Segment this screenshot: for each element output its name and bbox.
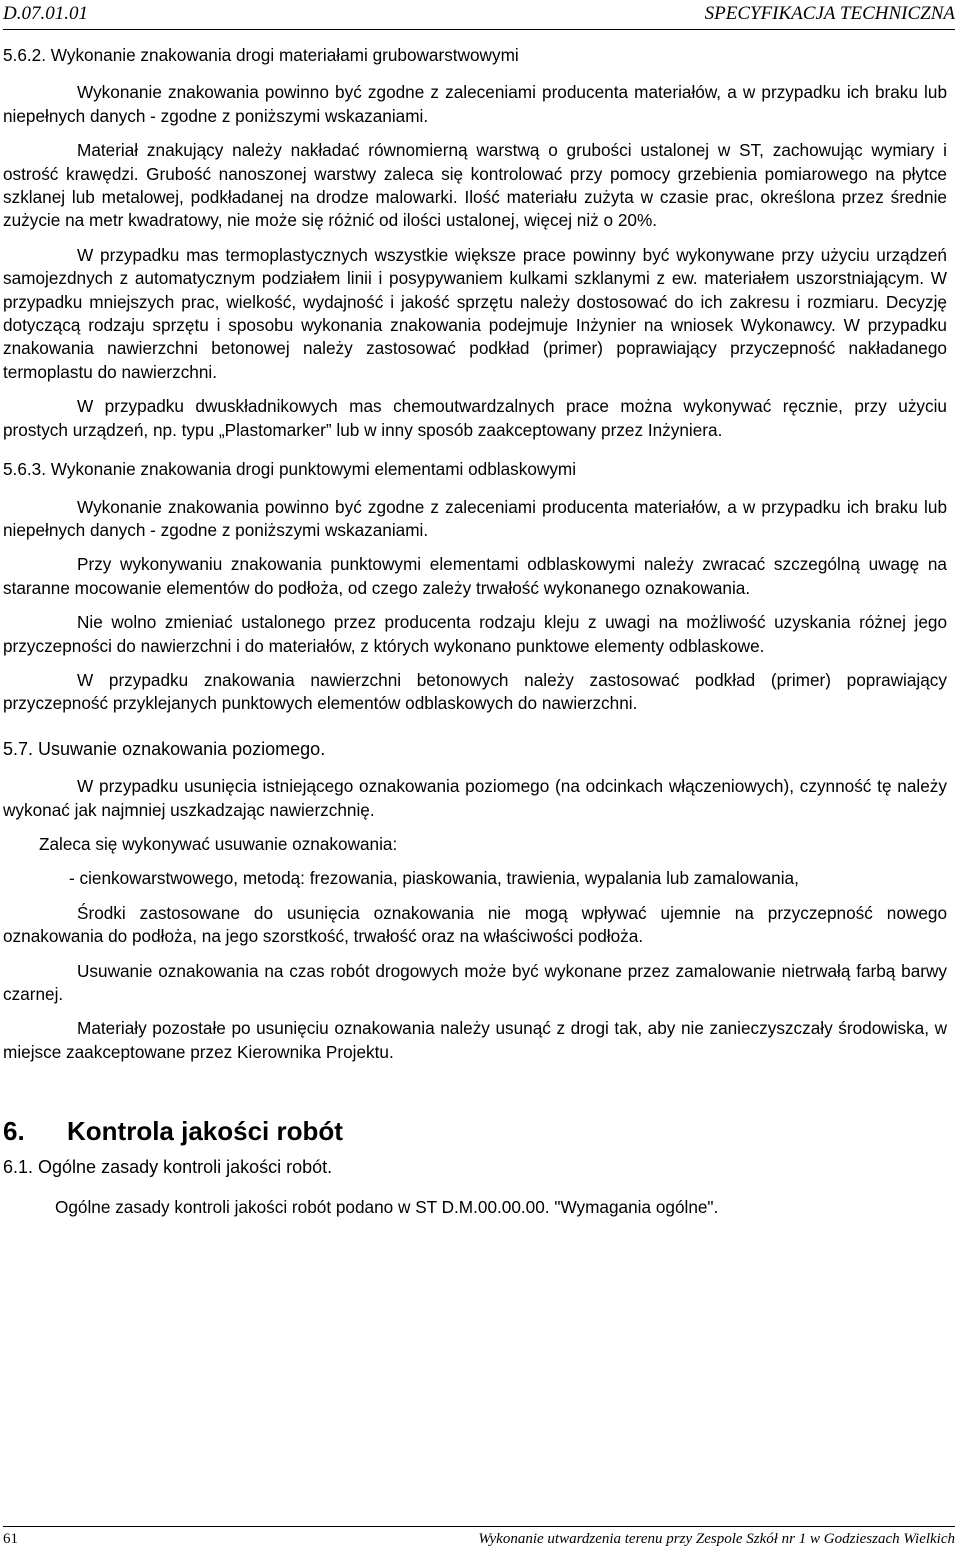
page-footer <box>3 1526 955 1547</box>
doc-type: SPECYFIKACJA TECHNICZNA <box>704 3 955 24</box>
paragraph: Materiał znakujący należy nakładać równomierną warstwą o grubości ustalonej w ST, zachowując wymiary i ostrość krawędzi. Grubość nanoszonej warstwy zaleca się kontrolować przy pomocy grzebienia pomiarowego na płytce szklanej lub metalowej, podkładanej na drodze malowarki. Ilość materiału zużyta w czasie prac, określona przez średnie zużycie na metr kwadratowy, nie może się różnić od ilości ustalonej, więcej niż o 20%. <box>3 140 947 231</box>
chapter-number: 6. <box>3 1116 25 1147</box>
doc-code: D.07.01.01 <box>3 3 88 24</box>
list-item: - cienkowarstwowego, metodą: frezowania, piaskowania, trawienia, wypalania lub zamalowania, <box>69 868 799 889</box>
section-heading-6-1: 6.1. Ogólne zasady kontroli jakości robót. <box>3 1157 333 1178</box>
page-header <box>3 3 955 30</box>
paragraph: W przypadku dwuskładnikowych mas chemoutwardzalnych prace można wykonywać ręcznie, przy użyciu prostych urządzeń, np. typu „Plastomarker” lub w inny sposób zaakceptowany przez Inżyniera. <box>3 396 947 440</box>
paragraph: Zaleca się wykonywać usuwanie oznakowania: <box>39 833 398 854</box>
paragraph: Usuwanie oznakowania na czas robót drogowych może być wykonane przez zamalowanie nietrwałą farbą barwy czarnej. <box>3 960 947 1004</box>
document-body <box>3 44 947 1219</box>
chapter-heading-6 <box>3 1116 947 1146</box>
paragraph: Materiały pozostałe po usunięciu oznakowania należy usunąć z drogi tak, aby nie zanieczyszczały środowiska, w miejsce zaakceptowane przez Kierownika Projektu. <box>3 1018 947 1062</box>
section-heading-5-6-3: 5.6.3. Wykonanie znakowania drogi punktowymi elementami odblaskowymi <box>3 459 577 480</box>
paragraph: W przypadku usunięcia istniejącego oznakowania poziomego (na odcinkach włączeniowych), czynność tę należy wykonać jak najmniej uszkadzając nawierzchnię. <box>3 776 947 820</box>
section-heading-5-6-2: 5.6.2. Wykonanie znakowania drogi materiałami grubowarstwowymi <box>3 45 519 65</box>
chapter-title: Kontrola jakości robót <box>67 1116 343 1147</box>
paragraph: Przy wykonywaniu znakowania punktowymi elementami odblaskowymi należy zwracać szczególną uwagę na staranne mocowanie elementów do podłoża, od czego zależy trwałość wykonanego oznakowania. <box>3 554 947 598</box>
paragraph: Wykonanie znakowania powinno być zgodne z zaleceniami producenta materiałów, a w przypadku ich braku lub niepełnych danych - zgodne z poniższymi wskazaniami. <box>3 82 947 126</box>
paragraph: W przypadku znakowania nawierzchni betonowych należy zastosować podkład (primer) poprawiający przyczepność przyklejanych punktowych elementów odblaskowych do nawierzchni. <box>3 669 947 714</box>
section-heading-5-7: 5.7. Usuwanie oznakowania poziomego. <box>3 738 326 759</box>
project-title: Wykonanie utwardzenia terenu przy Zespole Szkół nr 1 w Godzieszach Wielkich <box>478 1531 955 1547</box>
paragraph: Środki zastosowane do usunięcia oznakowania nie mogą wpływać ujemnie na przyczepność nowego oznakowania do podłoża, na jego szorstkość, trwałość oraz na właściwości podłoża. <box>3 902 947 947</box>
page-number: 61 <box>3 1531 18 1547</box>
paragraph: Wykonanie znakowania powinno być zgodne z zaleceniami producenta materiałów, a w przypadku ich braku lub niepełnych danych - zgodne z poniższymi wskazaniami. <box>3 496 947 540</box>
paragraph: Nie wolno zmieniać ustalonego przez producenta rodzaju kleju z uwagi na możliwość uzyskania różnej jego przyczepności do nawierzchni i do materiałów, z których wykonano punktowe elementy odblaskowe. <box>3 612 947 656</box>
paragraph: Ogólne zasady kontroli jakości robót podano w ST D.M.00.00.00. "Wymagania ogólne". <box>55 1196 719 1217</box>
paragraph: W przypadku mas termoplastycznych wszystkie większe prace powinny być wykonywane przy użyciu urządzeń samojezdnych z automatycznym podziałem linii i posypywaniem kulkami szklanymi z ew. materiałem uszorstniającym. W przypadku mniejszych prac, wielkość, wydajność i jakość sprzętu należy dostosować do ich zakresu i rozmiaru. Decyzję dotyczącą rodzaju sprzętu i sposobu wykonania znakowania podejmuje Inżynier na wniosek Wykonawcy. W przypadku znakowania nawierzchni betonowej należy zastosować podkład (primer) poprawiający przyczepność nakładanego termoplastu do nawierzchni. <box>3 244 947 382</box>
